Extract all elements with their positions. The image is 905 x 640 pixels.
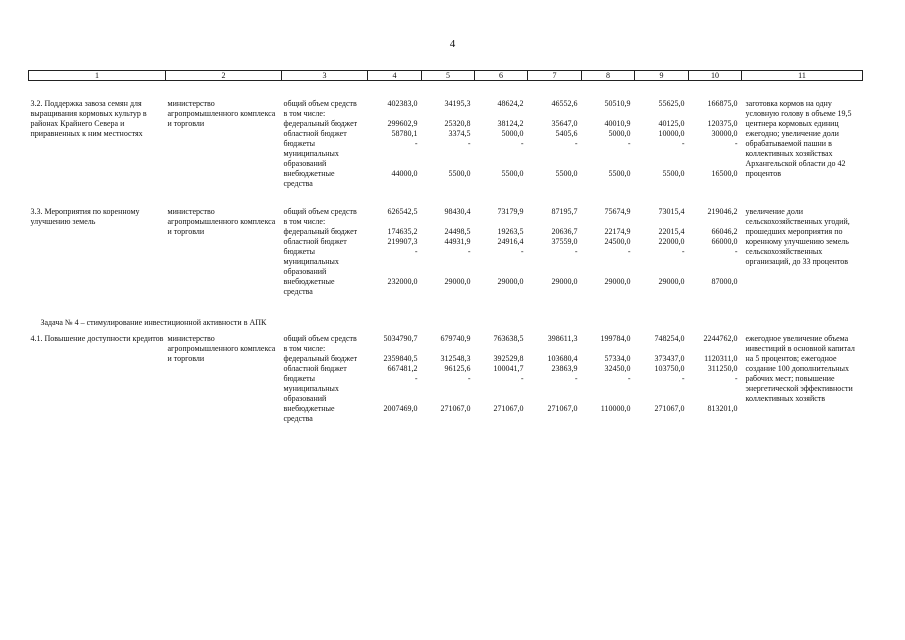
amount-cell	[368, 217, 422, 227]
amount-cell: 312548,3	[440, 354, 471, 363]
amount-cell	[528, 109, 582, 119]
amount-cell: -	[627, 247, 631, 256]
amount-cell	[528, 344, 582, 354]
amount-cell: 32450,0	[604, 364, 631, 373]
amount-cell	[582, 344, 635, 354]
amount-cell: 2244762,0	[703, 334, 738, 343]
responsible-executor: министерство агропромышленного комплекса и торговли	[167, 334, 276, 363]
amount-cell: 35647,0	[551, 119, 578, 128]
amount-cell: 5500,0	[608, 169, 631, 178]
funding-source: бюджеты муниципальных образований	[283, 139, 339, 168]
header-col-9: 9	[635, 71, 689, 81]
table-body	[29, 81, 863, 425]
amount-cell: 29000,0	[497, 277, 524, 286]
amount-cell: 24500,0	[604, 237, 631, 246]
amount-cell: 55625,0	[658, 99, 685, 108]
amount-cell: 29000,0	[444, 277, 471, 286]
amount-cell	[475, 217, 528, 227]
amount-cell: 87000,0	[711, 277, 738, 286]
amount-cell: -	[681, 374, 685, 383]
amount-cell	[422, 344, 475, 354]
amount-cell: -	[520, 374, 524, 383]
amount-cell: 271067,0	[654, 404, 685, 413]
amount-cell: 5500,0	[662, 169, 685, 178]
amount-cell: 48624,2	[497, 99, 524, 108]
amount-cell	[689, 109, 742, 119]
header-col-5: 5	[422, 71, 475, 81]
amount-cell: -	[414, 374, 418, 383]
amount-cell: 232000,0	[387, 277, 418, 286]
amount-cell: 103680,4	[547, 354, 578, 363]
amount-cell: 57334,0	[604, 354, 631, 363]
amount-cell: 24916,4	[497, 237, 524, 246]
funding-source: в том числе:	[283, 344, 326, 353]
expected-result: увеличение доли сельскохозяйственных угодий, прошедших мероприятия по коренному улучшению земель сельскохозяйственных организаций, до 33 процентов	[745, 207, 850, 266]
amount-cell: 219046,2	[707, 207, 738, 216]
header-col-7: 7	[528, 71, 582, 81]
amount-cell: 763638,5	[493, 334, 524, 343]
program-table	[28, 70, 863, 424]
amount-cell	[689, 217, 742, 227]
amount-cell: 46552,6	[551, 99, 578, 108]
page-number: 4	[449, 38, 456, 50]
amount-cell: 813201,0	[707, 404, 738, 413]
funding-source: областной бюджет	[283, 129, 347, 138]
amount-cell: 5000,0	[608, 129, 631, 138]
header-col-10: 10	[689, 71, 742, 81]
amount-cell: -	[574, 374, 578, 383]
header-col-2: 2	[166, 71, 282, 81]
measure-title: 3.3. Мероприятия по коренному улучшению земель	[30, 207, 140, 226]
amount-cell: -	[627, 139, 631, 148]
amount-cell: 5405,6	[555, 129, 578, 138]
amount-cell: 44931,9	[444, 237, 471, 246]
amount-cell: 20636,7	[551, 227, 578, 236]
amount-cell: 5034790,7	[383, 334, 418, 343]
amount-cell: 66046,2	[711, 227, 738, 236]
amount-cell: 98430,4	[444, 207, 471, 216]
amount-cell	[528, 217, 582, 227]
amount-cell	[368, 109, 422, 119]
amount-cell: 23863,9	[551, 364, 578, 373]
amount-cell	[635, 217, 689, 227]
amount-cell: -	[734, 247, 738, 256]
amount-cell: 120375,0	[707, 119, 738, 128]
funding-source: федеральный бюджет	[283, 119, 358, 128]
amount-cell: 34195,3	[444, 99, 471, 108]
measure-title: 4.1. Повышение доступности кредитов	[30, 334, 164, 343]
amount-cell: -	[734, 139, 738, 148]
amount-cell: -	[520, 139, 524, 148]
amount-cell: 73179,9	[497, 207, 524, 216]
amount-cell: 16500,0	[711, 169, 738, 178]
amount-cell: -	[467, 374, 471, 383]
amount-cell: 22000,0	[658, 237, 685, 246]
funding-source: внебюджетные средства	[283, 277, 335, 296]
funding-source: федеральный бюджет	[283, 354, 358, 363]
amount-cell: 5500,0	[555, 169, 578, 178]
amount-cell: 29000,0	[604, 277, 631, 286]
amount-cell: -	[734, 374, 738, 383]
funding-source: областной бюджет	[283, 237, 347, 246]
amount-cell: -	[414, 139, 418, 148]
amount-cell	[582, 217, 635, 227]
amount-cell	[475, 109, 528, 119]
amount-cell: 2359840,5	[383, 354, 418, 363]
amount-cell: 311250,0	[707, 364, 738, 373]
amount-cell: -	[520, 247, 524, 256]
expected-result: заготовка кормов на одну условную голову в объеме 19,5 центнера кормовых единиц ежегодно; увеличение доли обрабатываемой пашни в коллективных хозяйствах Архангельской области до 42 процентов	[745, 99, 852, 178]
funding-source: внебюджетные средства	[283, 169, 335, 188]
amount-cell: -	[414, 247, 418, 256]
amount-cell: 87195,7	[551, 207, 578, 216]
table-row	[29, 99, 863, 109]
expected-result: ежегодное увеличение объема инвестиций в основной капитал на 5 процентов; ежегодное создание 100 дополнительных рабочих мест; повышение энергетической эффективности коллективных хозяйств	[745, 334, 855, 403]
amount-cell	[422, 109, 475, 119]
amount-cell: 22015,4	[658, 227, 685, 236]
amount-cell: 19263,5	[497, 227, 524, 236]
spacer-row	[29, 189, 863, 207]
funding-source: общий объем средств	[283, 99, 357, 108]
amount-cell: 199784,0	[600, 334, 631, 343]
amount-cell: 40010,9	[604, 119, 631, 128]
amount-cell: 75674,9	[604, 207, 631, 216]
amount-cell: 25320,8	[444, 119, 471, 128]
funding-source: бюджеты муниципальных образований	[283, 374, 339, 403]
header-col-11: 11	[742, 71, 863, 81]
spacer-row	[29, 81, 863, 100]
header-col-8: 8	[582, 71, 635, 81]
amount-cell: 626542,5	[387, 207, 418, 216]
amount-cell: 219907,3	[387, 237, 418, 246]
amount-cell: 5000,0	[501, 129, 524, 138]
table-header	[29, 71, 863, 81]
funding-source: бюджеты муниципальных образований	[283, 247, 339, 276]
measure-title: 3.2. Поддержка завоза семян для выращивания кормовых культур в районах Крайнего Севера и приравненных к ним местностях	[30, 99, 147, 138]
amount-cell: 66000,0	[711, 237, 738, 246]
table-row	[29, 207, 863, 217]
amount-cell: -	[681, 139, 685, 148]
amount-cell: 271067,0	[547, 404, 578, 413]
amount-cell	[368, 344, 422, 354]
funding-source: областной бюджет	[283, 364, 347, 373]
amount-cell	[475, 344, 528, 354]
task-heading-row	[29, 315, 863, 334]
amount-cell: 299602,9	[387, 119, 418, 128]
header-col-1: 1	[29, 71, 166, 81]
spacer-row	[29, 297, 863, 315]
amount-cell: 50510,9	[604, 99, 631, 108]
amount-cell: 29000,0	[658, 277, 685, 286]
funding-source: внебюджетные средства	[283, 404, 335, 423]
task-heading: Задача № 4 – стимулирование инвестиционной активности в АПК	[40, 318, 267, 327]
amount-cell: -	[467, 139, 471, 148]
amount-cell: 30000,0	[711, 129, 738, 138]
amount-cell: 44000,0	[391, 169, 418, 178]
amount-cell: 5500,0	[501, 169, 524, 178]
amount-cell: 96125,6	[444, 364, 471, 373]
amount-cell: -	[681, 247, 685, 256]
amount-cell: -	[574, 139, 578, 148]
header-col-6: 6	[475, 71, 528, 81]
amount-cell: 73015,4	[658, 207, 685, 216]
funding-source: общий объем средств	[283, 207, 357, 216]
funding-source: федеральный бюджет	[283, 227, 358, 236]
amount-cell: 679740,9	[440, 334, 471, 343]
responsible-executor: министерство агропромышленного комплекса и торговли	[167, 207, 276, 236]
table-row	[29, 334, 863, 344]
funding-source: в том числе:	[283, 217, 326, 226]
amount-cell: 3374,5	[448, 129, 471, 138]
amount-cell: 398611,3	[547, 334, 578, 343]
amount-cell: 373437,0	[654, 354, 685, 363]
amount-cell: 22174,9	[604, 227, 631, 236]
amount-cell: 24498,5	[444, 227, 471, 236]
amount-cell: 100041,7	[493, 364, 524, 373]
amount-cell: 5500,0	[448, 169, 471, 178]
amount-cell: 10000,0	[658, 129, 685, 138]
amount-cell: 392529,8	[493, 354, 524, 363]
amount-cell: 166875,0	[707, 99, 738, 108]
amount-cell: -	[574, 247, 578, 256]
amount-cell: 29000,0	[551, 277, 578, 286]
amount-cell: 40125,0	[658, 119, 685, 128]
amount-cell: 2007469,0	[383, 404, 418, 413]
amount-cell: 271067,0	[440, 404, 471, 413]
amount-cell	[582, 109, 635, 119]
amount-cell	[689, 344, 742, 354]
amount-cell: 667481,2	[387, 364, 418, 373]
amount-cell	[635, 109, 689, 119]
header-col-4: 4	[368, 71, 422, 81]
amount-cell: 1120311,0	[704, 354, 738, 363]
responsible-executor: министерство агропромышленного комплекса и торговли	[167, 99, 276, 128]
amount-cell: 38124,2	[497, 119, 524, 128]
amount-cell: 110000,0	[600, 404, 631, 413]
amount-cell	[422, 217, 475, 227]
funding-source: общий объем средств	[283, 334, 357, 343]
amount-cell: -	[467, 247, 471, 256]
amount-cell: 271067,0	[493, 404, 524, 413]
amount-cell: 174635,2	[387, 227, 418, 236]
header-col-3: 3	[282, 71, 368, 81]
amount-cell: 103750,0	[654, 364, 685, 373]
amount-cell: -	[627, 374, 631, 383]
amount-cell	[635, 344, 689, 354]
amount-cell: 37559,0	[551, 237, 578, 246]
amount-cell: 58780,1	[391, 129, 418, 138]
amount-cell: 748254,0	[654, 334, 685, 343]
amount-cell: 402383,0	[387, 99, 418, 108]
funding-source: в том числе:	[283, 109, 326, 118]
